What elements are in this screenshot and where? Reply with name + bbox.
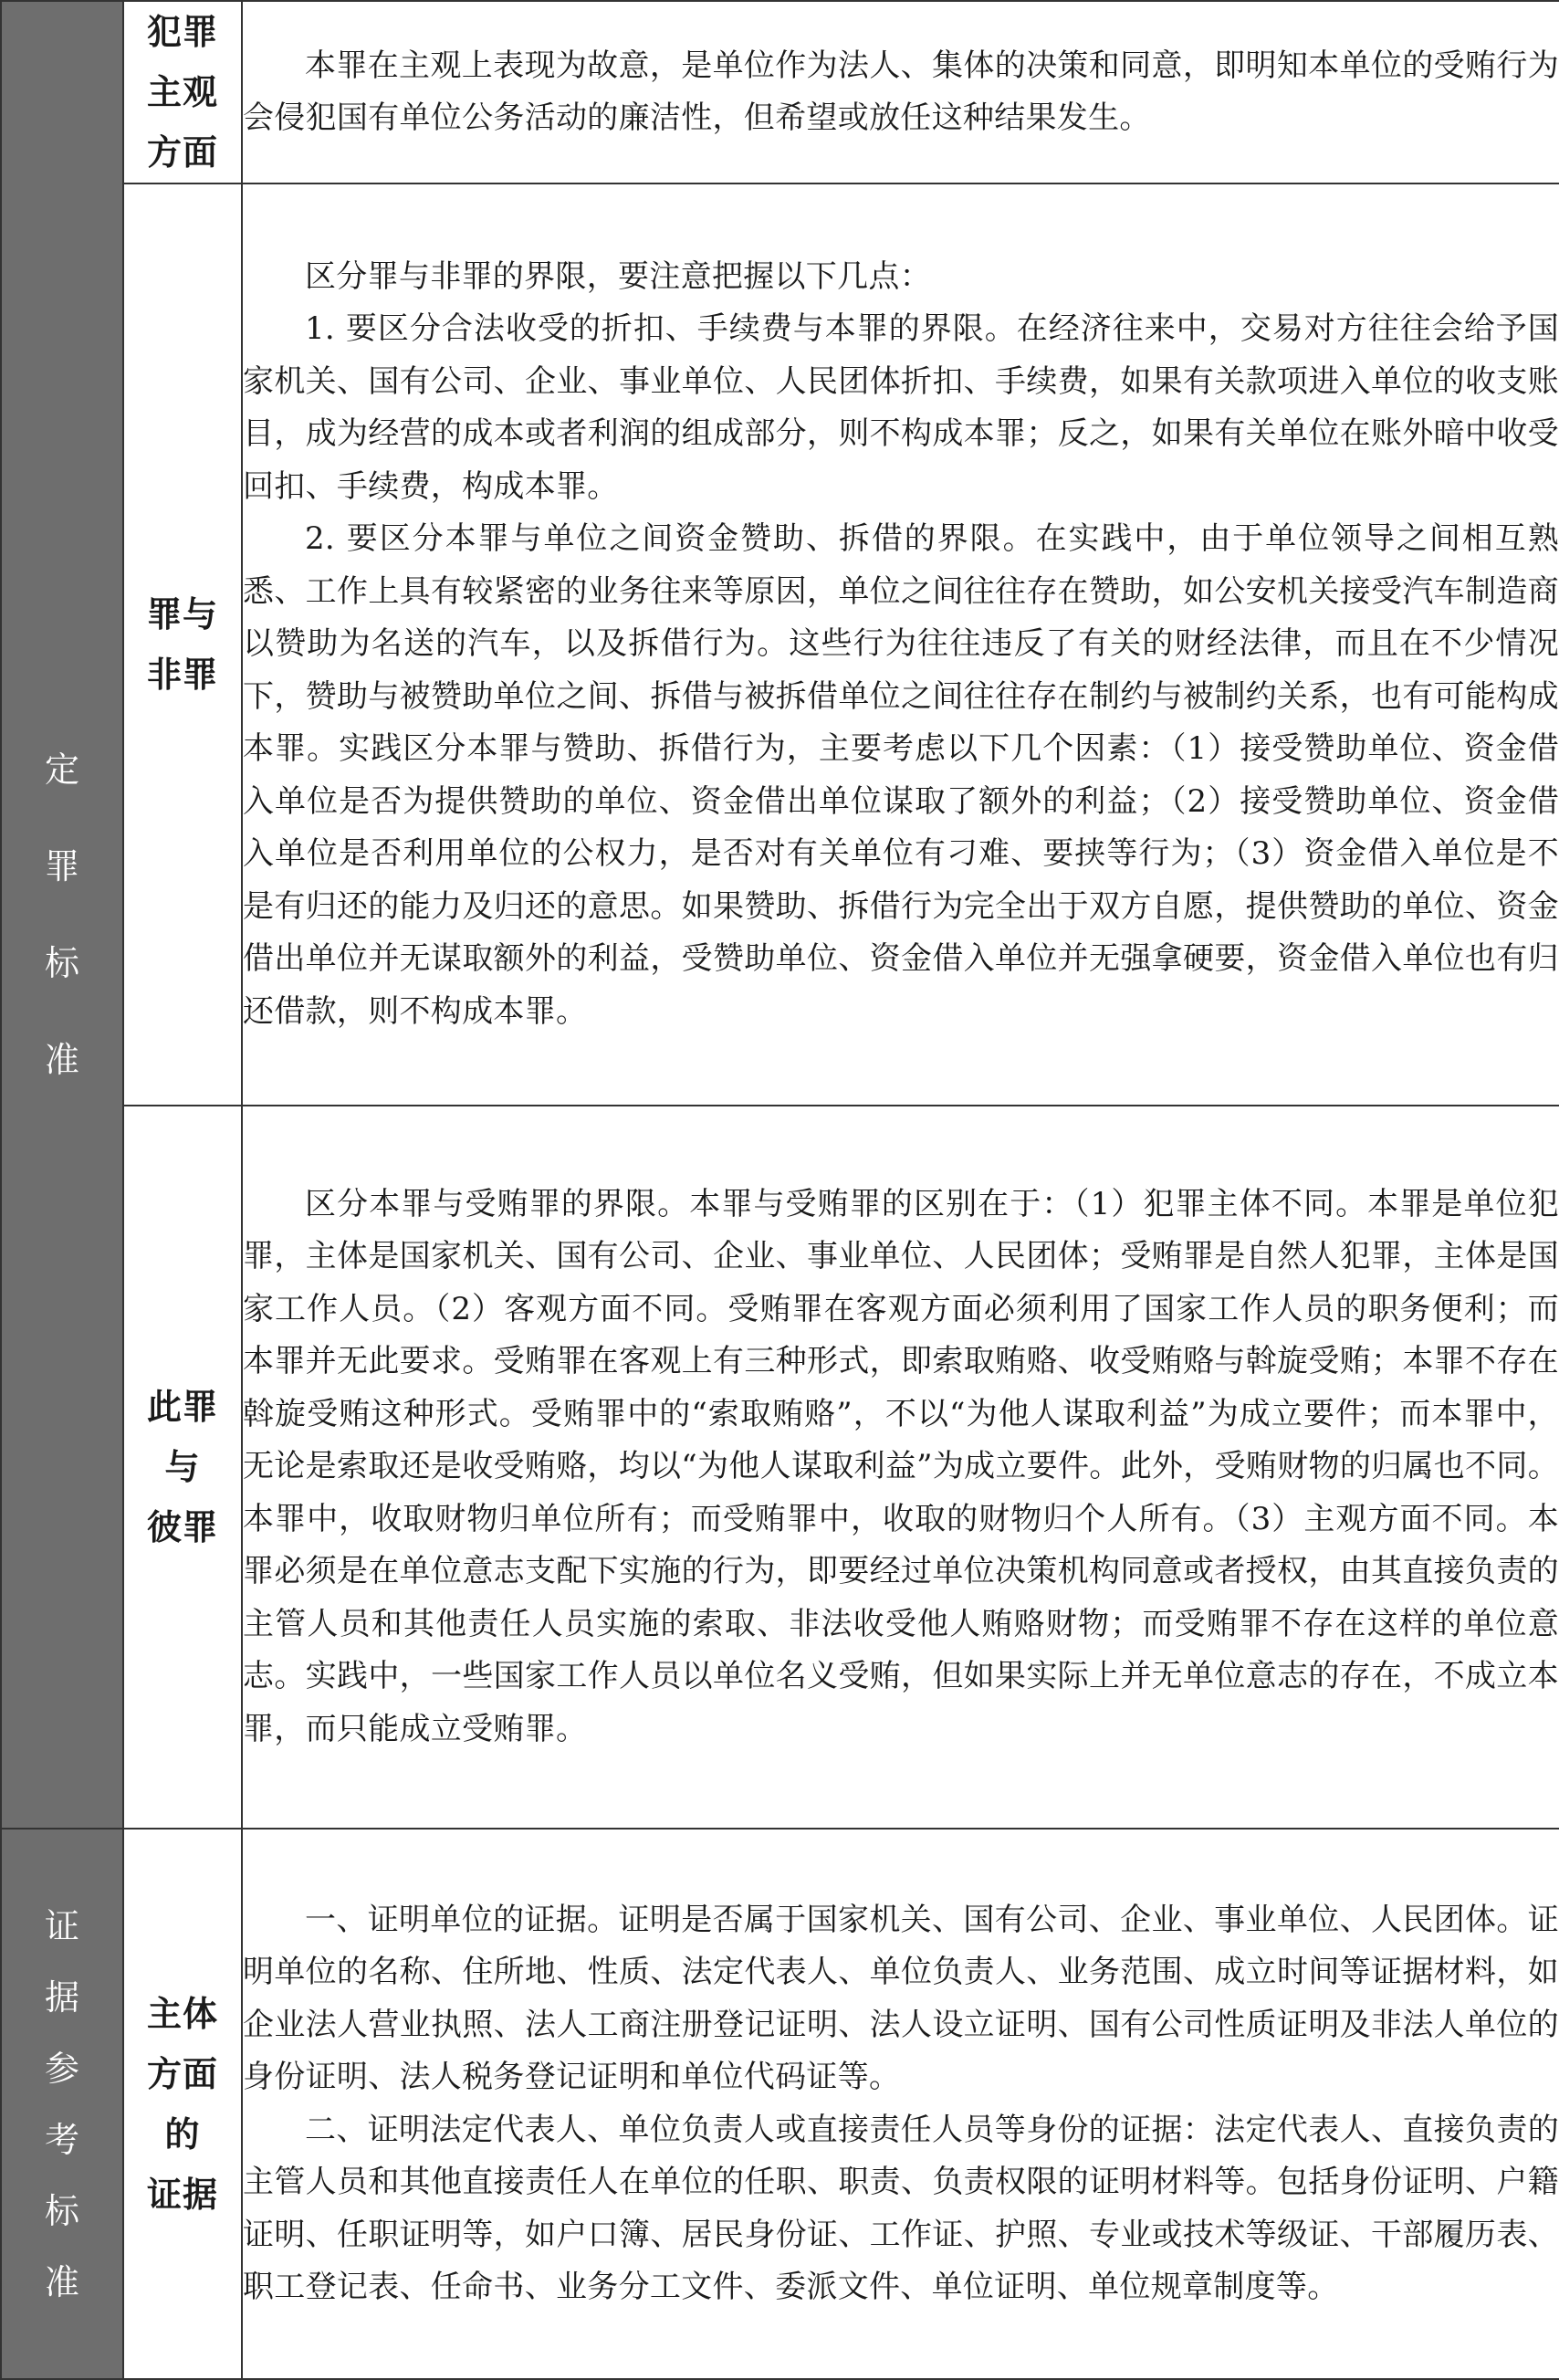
body-subject-evidence <box>242 1829 1559 2379</box>
paragraph: 2. 要区分本罪与单位之间资金赞助、拆借的界限。在实践中，由于单位领导之间相互熟悉、工作上具有较紧密的业务往来等原因，单位之间往往存在赞助，如公安机关接受汽车制造商以赞助为名送的汽车，以及拆借行为。这些行为往往违反了有关的财经法律，而且在不少情况下，赞助与被赞助单位之间、拆借与被拆借单位之间往往存在制约与被制约关系，也有可能构成本罪。实践区分本罪与赞助、拆借行为，主要考虑以下几个因素：（1）接受赞助单位、资金借入单位是否为提供赞助的单位、资金借出单位谋取了额外的利益；（2）接受赞助单位、资金借入单位是否利用单位的公权力，是否对有关单位有刁难、要挟等行为；（3）资金借入单位是不是有归还的能力及归还的意思。如果赞助、拆借行为完全出于双方自愿，提供赞助的单位、资金借出单位并无谋取额外的利益，受赞助单位、资金借入单位并无强拿硬要，资金借入单位也有归还借款，则不构成本罪。 <box>243 520 1559 1030</box>
body-this-vs-that-crime <box>242 1106 1559 1829</box>
paragraph: 一、证明单位的证据。证明是否属于国家机关、国有公司、企业、事业单位、人民团体。证明单位的名称、住所地、性质、法定代表人、单位负责人、业务范围、成立时间等证据材料，如企业法人营业执照、法人工商注册登记证明、法人设立证明、国有公司性质证明及非法人单位的身份证明、法人税务登记证明和单位代码证等。 <box>243 1901 1559 2095</box>
body-subjective-aspect <box>242 1 1559 183</box>
paragraph: 区分本罪与受贿罪的界限。本罪与受贿罪的区别在于：（1）犯罪主体不同。本罪是单位犯罪，主体是国家机关、国有公司、企业、事业单位、人民团体；受贿罪是自然人犯罪，主体是国家工作人员。（2）客观方面不同。受贿罪在客观方面必须利用了国家工作人员的职务便利；而本罪并无此要求。受贿罪在客观上有三种形式，即索取贿赂、收受贿赂与斡旋受贿；本罪不存在斡旋受贿这种形式。受贿罪中的“索取贿赂”，不以“为他人谋取利益”为成立要件；而本罪中，无论是索取还是收受贿赂，均以“为他人谋取利益”为成立要件。此外，受贿财物的归属也不同。本罪中，收取财物归单位所有；而受贿罪中，收取的财物归个人所有。（3）主观方面不同。本罪必须是在单位意志支配下实施的行为，即要经过单位决策机构同意或者授权，由其直接负责的主管人员和其他责任人员实施的索取、非法收受他人贿赂财物；而受贿罪不存在这样的单位意志。实践中，一些国家工作人员以单位名义受贿，但如果实际上并无单位意志的存在，不成立本罪，而只能成立受贿罪。 <box>243 1185 1559 1747</box>
section-evidence-standard <box>1 1829 123 2379</box>
paragraph: 区分罪与非罪的界限，要注意把握以下几点： <box>305 257 931 295</box>
subhead-subjective-aspect: 犯罪 主观 方面 <box>123 1 242 183</box>
paragraph: 1. 要区分合法收受的折扣、手续费与本罪的界限。在经济往来中，交易对方往往会给予国家机关、国有公司、企业、事业单位、人民团体折扣、手续费，如果有关款项进入单位的收支账目，成为经营的成本或者利润的组成部分，则不构成本罪；反之，如果有关单位在账外暗中收受回扣、手续费，构成本罪。 <box>243 310 1559 505</box>
subhead-crime-vs-noncrime: 罪与 非罪 <box>123 183 242 1106</box>
body-crime-vs-noncrime <box>242 183 1559 1106</box>
table-row-subject-evidence <box>1 1829 1559 2379</box>
subhead-this-vs-that-crime: 此罪 与 彼罪 <box>123 1106 242 1829</box>
table-row-crime-vs-noncrime <box>1 183 1559 1106</box>
section-label: 定 罪 标 准 <box>44 750 79 1080</box>
section-conviction-standard <box>1 1 123 1829</box>
subhead-subject-evidence: 主体 方面 的 证据 <box>123 1829 242 2379</box>
paragraph: 二、证明法定代表人、单位负责人或直接责任人员等身份的证据：法定代表人、直接负责的主管人员和其他直接责任人在单位的任职、职责、负责权限的证明材料等。包括身份证明、户籍证明、任职证明等，如户口簿、居民身份证、工作证、护照、专业或技术等级证、干部履历表、职工登记表、任命书、业务分工文件、委派文件、单位证明、单位规章制度等。 <box>243 2111 1559 2305</box>
section-label: 证 据 参 考 标 准 <box>44 1905 79 2302</box>
table-row-this-vs-that-crime <box>1 1106 1559 1829</box>
table-row-subjective-aspect <box>1 1 1559 183</box>
paragraph: 本罪在主观上表现为故意，是单位作为法人、集体的决策和同意，即明知本单位的受贿行为会侵犯国有单位公务活动的廉洁性，但希望或放任这种结果发生。 <box>243 47 1559 136</box>
